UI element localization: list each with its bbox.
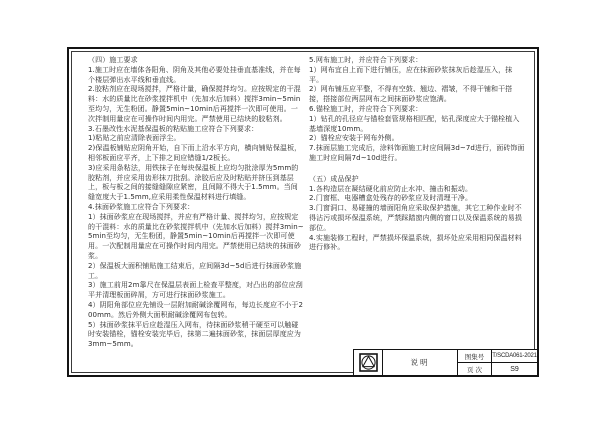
page-number-value: S9 — [510, 365, 519, 373]
atlas-number-value: T/SCDA061-2021 — [492, 353, 537, 359]
title-block-logo-cell — [354, 350, 383, 375]
spec-paragraph: 2.胶粘剂应在现场搅拌，严格计量，确保搅拌均匀。应按规定的干混料：水的质量比在砂浆搅拌机中（先加水后加料）搅拌3min~5min至均匀，无生粉团。静置5min~10min后再搅拌一次即可使用。一次拌制用量应在可操作时间内用完。严禁使用已结块的胶粘剂。 — [88, 85, 301, 123]
drawing-title: 说明 — [383, 350, 458, 375]
right-column — [309, 56, 525, 253]
spec-paragraph: 2）锚栓应安装于网布外侧。 — [309, 134, 399, 143]
right-column-part1 — [309, 56, 525, 164]
spec-paragraph: 5.网布施工时，并应符合下列要求： — [309, 56, 423, 64]
spec-paragraph: 4）阴阳角部位应先铺设一层附加耐碱涂覆网布，每边长度应不小于200mm。然后外侧大面积耐碱涂覆网布包转。 — [88, 300, 304, 319]
spec-paragraph: 1)粘贴之前应清除表面浮尘。 — [88, 134, 181, 143]
spec-paragraph: 6.锚栓施工时，并应符合下列要求： — [309, 104, 423, 113]
sheet-border-frame — [67, 47, 539, 377]
spec-paragraph: 4.实施装修工程时，严禁损坏保温系统，损坏处应采用相同保温材料进行修补。 — [309, 233, 522, 252]
circle-triangle-logo-icon — [359, 353, 378, 372]
spec-paragraph: 5）抹面砂浆抹平后应趁湿压入网布，待抹面砂浆稍干硬至可以触碰时安装锚栓，锚栓安装完毕后，抹第二遍抹面砂浆，抹面层厚度应为3mm~5mm。 — [88, 320, 301, 349]
title-block — [353, 349, 537, 375]
spec-paragraph: 1）网布宜自上而下进行铺压，应在抹面砂浆抹灰后趁湿压入，抹平。 — [309, 65, 513, 84]
page-number-row — [458, 363, 537, 375]
spec-paragraph: 3.石墨改性水泥基保温板的粘贴施工应符合下列要求： — [88, 124, 259, 133]
spec-paragraph: 1）抹面砂浆应在现场搅拌，并应有严格计量、搅拌均匀，应按规定的干混料：水的质量比在砂浆搅拌机中（先加水后加料）搅拌3min~5min至均匀，无生粉团，静置5min~10min后再搅拌一次即可使用。一次配制用量应在可操作时间内用完。严禁使用已结块的抹面砂浆。 — [88, 212, 304, 260]
spec-paragraph: 2)保温板铺贴应阴角开始，自下而上沿水平方向，横向铺贴保温板，相邻板面应平齐，上下排之间应错缝1/2板长。 — [88, 144, 302, 162]
spec-paragraph: 1.各构造层在凝结硬化前应防止水冲、撞击和振动。 — [309, 184, 473, 193]
spec-paragraph: 2.门窗框、电器槽盒处残存的砂浆应及时清理干净。 — [309, 194, 473, 203]
left-column-paragraphs — [88, 66, 304, 350]
atlas-number-row — [458, 350, 537, 363]
spec-paragraph: 2）网布铺压应平整，不得有空鼓、翘边、褶皱，不得干铺和干搭接，搭接部位两层网布之间抹面砂浆应饱满。 — [309, 85, 513, 104]
right-column-part2 — [309, 185, 525, 254]
spec-paragraph: 3.门窗洞口、易碰撞的墙面阳角应采取保护措施，其它工种作业时不得沾污或损坏保温系统，严禁踩踏窗内侧的窗口以及保温系统的易损部位。 — [309, 204, 522, 232]
spec-paragraph: 2）保温板大面积铺贴施工结束后，应间隔3d~5d后进行抹面砂浆施工。 — [88, 261, 302, 280]
spec-paragraph: 7.抹面层施工完成后，涂料饰面施工时应间隔3d~7d进行，面砖饰面施工时应间隔7d~10d进行。 — [309, 144, 525, 162]
spec-paragraph: 3）施工前用2m靠尺在保温层表面上检查平整度，对凸出的部位应刮平并清理板面碎屑，方可进行抹面砂浆施工。 — [88, 281, 303, 300]
spec-paragraph: 4.抹面砂浆施工应符合下列要求： — [88, 202, 195, 211]
spec-paragraph: 3)应采用条粘法，用铁抹子在每块保温板上应均匀批涂厚为5mm的胶粘剂，并应采用齿形抹刀批刮。涂胶后应及时粘贴并挤压到基层上，板与板之间的接缝缝隙应紧密，且间隙不得大于1.5mm。当间缝宽度大于1.5mm,应采用柔性保温材料进行填缝。 — [88, 163, 299, 202]
left-column — [88, 56, 304, 350]
section-heading-product-protection: （五）成品保护 — [309, 174, 359, 183]
spec-paragraph: 1.施工时应在墙体各阳角、阴角及其他必要处挂垂直基准线，并在每个楼层弹出水平线和垂直线。 — [88, 65, 301, 84]
title-block-right — [458, 350, 537, 375]
atlas-number-label: 图集号 — [458, 350, 492, 362]
spec-paragraph: 1）钻孔的孔径应与锚栓套管规格相匹配，钻孔深度应大于锚栓植入基墙深度10mm。 — [309, 114, 520, 133]
page-number-label: 页 次 — [458, 363, 492, 375]
section-heading-construction-requirements: （四）施工要求 — [88, 56, 138, 64]
